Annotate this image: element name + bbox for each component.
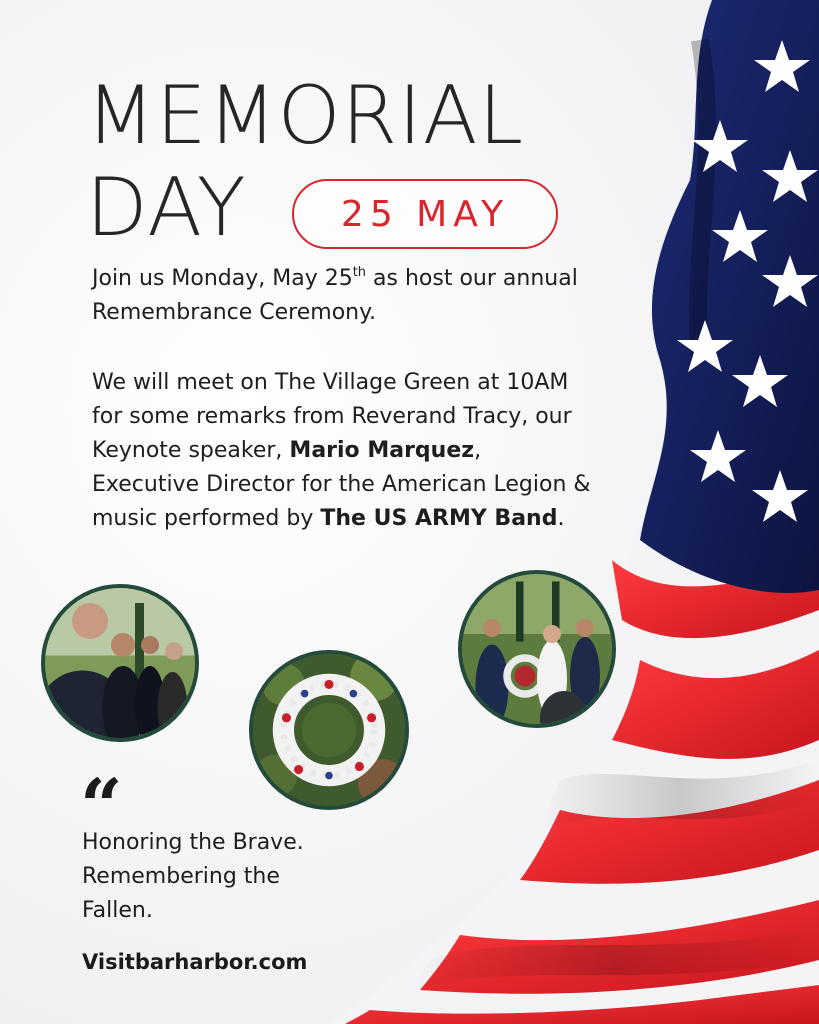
title-line-1: MEMORIAL: [86, 69, 525, 162]
date-badge: 25 MAY: [292, 179, 558, 249]
intro-superscript: th: [352, 265, 367, 280]
intro-text: [92, 262, 592, 330]
quote-line-2: Remembering the: [82, 864, 280, 889]
band-name: The US ARMY Band: [320, 506, 558, 531]
website-link[interactable]: Visitbarharbor.com: [82, 950, 308, 974]
details-part-2: , Executive Director for the American Legion & music performed by: [92, 438, 591, 531]
photo-ceremony-speakers: [41, 584, 199, 742]
intro-text-start: Join us Monday, May 25: [92, 266, 353, 291]
quote-text: [82, 826, 362, 928]
intro-text-end: as host our annual Remembrance Ceremony.: [92, 266, 578, 325]
photo-memorial-wreath: [249, 650, 409, 810]
title-line-2: DAY: [86, 161, 247, 254]
event-details: [92, 366, 592, 536]
speaker-name: Mario Marquez: [289, 438, 475, 463]
quote-icon: “: [80, 764, 123, 850]
quote-line-1: Honoring the Brave.: [82, 830, 304, 855]
photo-wreath-laying: [458, 570, 616, 728]
quote-line-3: Fallen.: [82, 898, 153, 923]
details-part-3: .: [557, 506, 565, 531]
details-part-1: We will meet on The Village Green at 10AM for some remarks from Reverand Tracy, our Keynote speaker,: [92, 370, 572, 463]
